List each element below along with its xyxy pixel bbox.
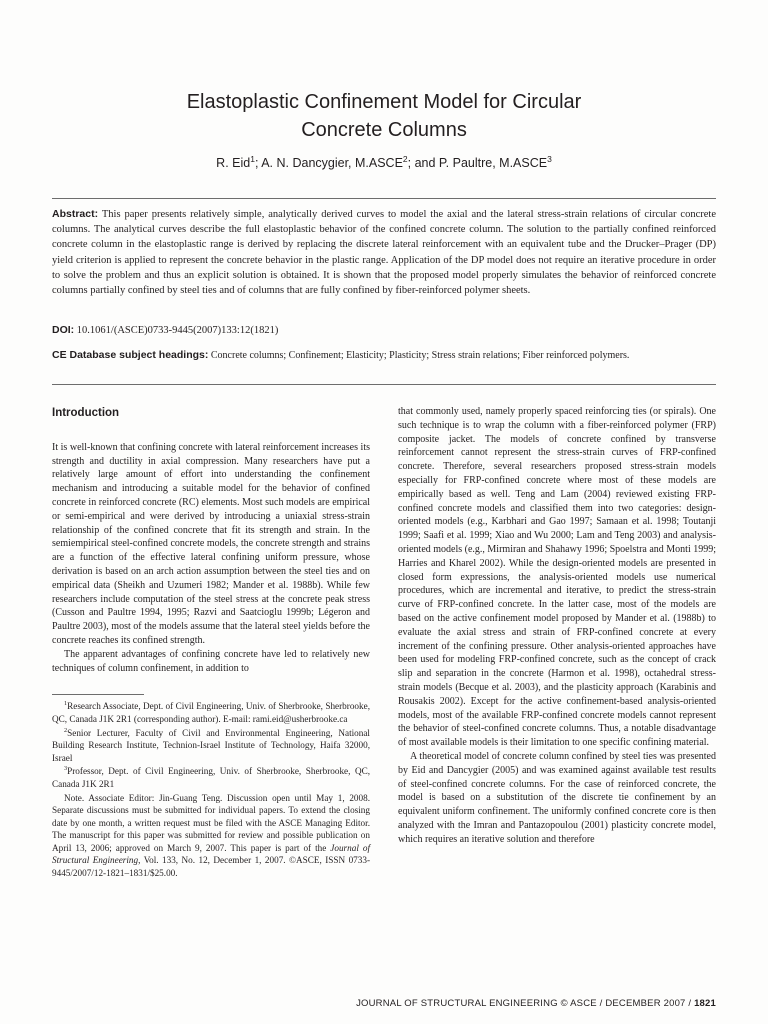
doi-label: DOI: xyxy=(52,324,75,336)
editorial-note-text: Note. Associate Editor: Jin-Guang Teng. Discussion open until May 1, 2008. Separate discussions must be submitted for individual papers. To extend the closing date by one month, a written request must be filed with the ASCE Managing Editor. The manuscript for this paper was submitted for review and possible publication on April 13, 2006; approved on March 9, 2007. This paper is part of the xyxy=(52,792,370,853)
footnote-2-mark: 2 xyxy=(64,726,68,734)
author-1: R. Eid xyxy=(216,156,251,170)
author-2-affil: 2 xyxy=(402,153,408,164)
author-list xyxy=(60,154,708,172)
right-column xyxy=(398,405,716,847)
author-2: ; A. N. Dancygier, M.ASCE xyxy=(254,156,403,170)
footnote-2 xyxy=(52,727,370,765)
page-footer xyxy=(356,998,716,1009)
abstract-label: Abstract: xyxy=(52,208,99,220)
paper-title xyxy=(60,88,708,144)
body-paragraph-2: A theoretical model of concrete column confined by steel ties was presented by Eid and Dancygier (2005) and was examined against available test results of steel-confined concrete columns. For the case of reinforced concrete, the model is based on a substitution of the discrete tie confinement by an equivalent uniform confinement. The uniformly confined concrete core is then analyzed with the Imran and Pantazopoulou (2001) plasticity concrete model, which requires an iterative solution and therefore xyxy=(398,750,716,845)
section-heading-introduction: Introduction xyxy=(52,407,120,419)
subject-headings-value: Concrete columns; Confinement; Elasticity; Plasticity; Stress strain relations; Fiber reinforced polymers. xyxy=(210,350,630,361)
header-divider xyxy=(52,198,716,199)
intro-paragraph-1: It is well-known that confining concrete with lateral reinforcement increases its strength and ductility in axial compression. Many researchers have put a relatively large amount of effort into understanding the confinement mechanism and introducing a suitable model for the behavior of confined concrete in reinforced concrete (RC) elements. Most such models are empirical or semi-empirical and were derived by introducing a uniaxial stress-strain relationship of the confined concrete that fit its strength and strain. In the semiempirical steel-confined concrete models, the concrete strength and strains are a function of the effective lateral confining uniform pressure, whose derivation is based on an arch action assumption between the steel ties and on empirical data (Sheikh and Uzumeri 1982; Mander et al. 1988b). While few researchers include computation of the steel stress at the concrete peak stress (Cusson and Paultre 1994, 1995; Razvi and Saatcioglu 1999b; Légeron and Paultre 2003), most of the models assume that the lateral steel yields before the concrete reaches its confined strength. xyxy=(52,441,370,646)
doi xyxy=(52,323,716,338)
author-3: ; and P. Paultre, M.ASCE xyxy=(407,156,548,170)
subject-headings xyxy=(52,348,716,363)
page-number: 1821 xyxy=(694,998,716,1009)
title-line-1: Elastoplastic Confinement Model for Circular xyxy=(186,91,582,113)
footnote-2-text: Senior Lecturer, Faculty of Civil and Environmental Engineering, National Building Research Institute, Technion-Israel Institute of Technology, Haifa 32000, Israel xyxy=(52,727,370,763)
footnote-1-text: Research Associate, Dept. of Civil Engineering, Univ. of Sherbrooke, Sherbrooke, QC, Canada J1K 2R1 (corresponding author). E-mail: rami.eid@usherbrooke.ca xyxy=(52,701,370,724)
subject-headings-label: CE Database subject headings: xyxy=(52,349,209,361)
footnote-divider xyxy=(52,694,144,695)
abstract-divider xyxy=(52,384,716,385)
editorial-note-citation: , Vol. 133, No. 12, December 1, 2007. ©ASCE, ISSN 0733-9445/2007/12-1821–1831/$25.00. xyxy=(52,855,371,879)
footer-journal: JOURNAL OF STRUCTURAL ENGINEERING © ASCE / DECEMBER 2007 / xyxy=(356,998,695,1009)
editorial-note xyxy=(52,792,370,880)
title-line-2: Concrete Columns xyxy=(301,119,467,141)
body-paragraph-continued: that commonly used, namely properly spaced reinforcing ties (or spirals). One such technique is to wrap the column with a fiber-reinforced polymer (FRP) composite jacket. The models of concrete confined by transverse reinforcement cannot represent the stress-strain curves of FRP-confined concrete. Therefore, several researchers proposed stress-strain models especially for FRP-confined concrete where most of these models are empirically based as well. Teng and Lam (2004) reviewed existing FRP-confined concrete models and classified them into two categories: design-oriented models (e.g., Karbhari and Gao 1997; Samaan et al. 1998; Toutanji 1999; Saafi et al. 1999; Xiao and Wu 2000; Lam and Teng 2003) and analysis-oriented models (e.g., Mirmiran and Shahawy 1996; Spoelstra and Monti 1999; Harries and Kharel 2002). While the design-oriented models are presented in closed form expressions, the analysis-oriented models use numerical procedures, which are incremental and iterative, to predict the stress-strain curve of FRP-confined concrete. In the latter case, most of the models are based on the active confinement model proposed by Mander et al. (1988b) to evaluate the axial stress and strain of FRP-confined concrete at every increment of the confining pressure. Other analysis-oriented approaches have been used for modeling FRP-confined concrete, such as the concept of crack slip and separation in the concrete (Harmon et al. 1998), octahedral stress-strain models (Becque et al. 2003), and the plasticity approach (Karabinis and Rousakis 2002). Except for the active confinement-based analysis-oriented models, most of the available FRP-confined concrete models cannot represent the behavior of steel-confined concrete columns. Thus, a notable disadvantage of most available models is their limitation to one specific confining material. xyxy=(398,406,717,749)
author-3-affil: 3 xyxy=(547,153,552,164)
footnote-3-mark: 3 xyxy=(64,765,68,773)
footnote-1 xyxy=(52,700,370,725)
left-column xyxy=(52,407,370,881)
footnote-1-mark: 1 xyxy=(64,700,68,708)
author-1-affil: 1 xyxy=(250,153,255,164)
abstract-text: This paper presents relatively simple, analytically derived curves to model the axial and the lateral stress-strain relations of circular concrete columns. The analytical curves describe the full elastoplastic behavior of the confined concrete column. The solution to the partially confined reinforced concrete column in the elastoplastic range is derived by replacing the discrete lateral reinforcement with an equivalent tube and the Drucker–Prager (DP) yield criterion is applied to represent the concrete behavior in the plastic range. Application of the DP model does not require an iterative procedure in order to solve the problem and thus an explicit solution is obtained. It is shown that the proposed model properly simulates the behavior of reinforced concrete columns partially confined by steel ties and of columns that are fully confined by fiber-reinforced polymer sheets. xyxy=(52,209,716,297)
footnote-3 xyxy=(52,765,370,790)
editorial-note-journal: Journal of Structural Engineering xyxy=(52,842,371,866)
doi-value[interactable]: 10.1061/(ASCE)0733-9445(2007)133:12(1821) xyxy=(76,325,279,336)
abstract xyxy=(52,207,716,298)
footnote-3-text: Professor, Dept. of Civil Engineering, Univ. of Sherbrooke, Sherbrooke, QC, Canada J1K 2R1 xyxy=(52,766,370,789)
intro-paragraph-2: The apparent advantages of confining concrete have led to relatively new techniques of column confinement, in addition to xyxy=(52,648,370,674)
